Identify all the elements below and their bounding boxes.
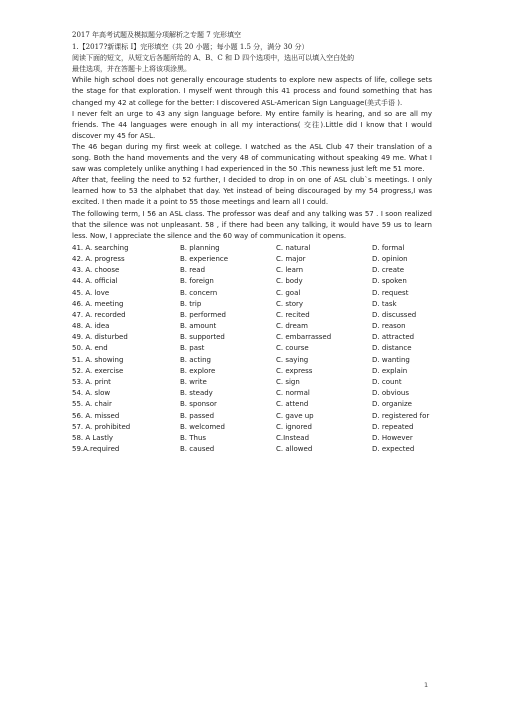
instruction-line-1: 阅读下面的短文，从短文后各题所给的 A、B、C 和 D 四个选项中，选出可以填入空白处的 <box>72 54 355 63</box>
option-b: B. explore <box>180 366 216 375</box>
option-c: C. sign <box>276 378 300 387</box>
option-b: B. past <box>180 344 205 353</box>
option-d: D. request <box>372 288 409 297</box>
option-row-57 <box>72 422 432 433</box>
option-b: B. welcomed <box>180 422 225 431</box>
option-d: D. opinion <box>372 254 408 263</box>
option-c: C.Instead <box>276 433 310 442</box>
option-d: D. However <box>372 433 413 442</box>
option-a: 54. A. slow <box>72 389 111 398</box>
option-a: 46. A. meeting <box>72 299 124 308</box>
option-a: 43. A. choose <box>72 266 120 275</box>
option-a: 56. A. missed <box>72 411 120 420</box>
option-d: D. explain <box>372 366 408 375</box>
option-c: C. goal <box>276 288 301 297</box>
option-d: D. count <box>372 378 402 387</box>
option-row-58 <box>72 433 432 444</box>
option-d: D. reason <box>372 322 406 331</box>
option-a: 57. A. prohibited <box>72 422 131 431</box>
option-d: D. spoken <box>372 277 407 286</box>
option-row-44 <box>72 276 432 287</box>
option-d: D. discussed <box>372 310 417 319</box>
option-a: 52. A. exercise <box>72 366 124 375</box>
option-a: 59.A.required <box>72 445 120 454</box>
option-row-55 <box>72 399 432 410</box>
option-b: B. sponsor <box>180 400 217 409</box>
option-c: C. recited <box>276 310 310 319</box>
document-content <box>72 30 432 455</box>
option-row-45 <box>72 288 432 299</box>
option-a: 41. A. searching <box>72 243 129 252</box>
option-row-41 <box>72 243 432 254</box>
option-b: B. amount <box>180 322 217 331</box>
option-row-46 <box>72 299 432 310</box>
option-row-52 <box>72 366 432 377</box>
option-b: B. foreign <box>180 277 214 286</box>
option-d: D. task <box>372 299 397 308</box>
option-row-48 <box>72 321 432 332</box>
option-a: 53. A. print <box>72 378 111 387</box>
option-b: B. Thus <box>180 433 207 442</box>
option-a: 44. A. official <box>72 277 118 286</box>
option-d: D. organize <box>372 400 412 409</box>
option-b: B. acting <box>180 355 211 364</box>
option-b: B. passed <box>180 411 215 420</box>
passage-paragraph-4: After that, feeling the need to 52 further, I decided to drop in on one of ASL club`s meetings. I only learned how to 53 the alphabet that day. Yet instead of being discouraged by my 54 progress,I was excited. I then made it a point to 55 those meetings and learn all I could. <box>72 176 432 207</box>
option-d: D. attracted <box>372 333 415 342</box>
option-c: C. story <box>276 299 304 308</box>
passage-paragraph-1: While high school does not generally encourage students to explore new aspects of life, college sets the stage for that exploration. I myself went through this 41 process and found something that has changed my 42 at college for the better: I discovered ASL-American Sign Language(美式手语 ). <box>72 76 432 107</box>
option-b: B. performed <box>180 310 226 319</box>
option-row-42 <box>72 254 432 265</box>
option-d: D. create <box>372 266 405 275</box>
option-d: D. repeated <box>372 422 414 431</box>
option-d: D. formal <box>372 243 405 252</box>
option-c: C. saying <box>276 355 309 364</box>
option-b: B. planning <box>180 243 220 252</box>
option-row-49 <box>72 332 432 343</box>
option-a: 49. A. disturbed <box>72 333 128 342</box>
option-c: C. natural <box>276 243 311 252</box>
option-b: B. read <box>180 266 206 275</box>
option-row-51 <box>72 355 432 366</box>
option-c: C. ignored <box>276 422 312 431</box>
option-row-56 <box>72 411 432 422</box>
option-row-43 <box>72 265 432 276</box>
passage-paragraph-2: I never felt an urge to 43 any sign language before. My entire family is hearing, and so are all my friends. The 44 languages were enough in all my interactions( 交往).Little did I know that I would discover my 45 for ASL. <box>72 109 432 140</box>
option-a: 48. A. idea <box>72 322 110 331</box>
option-c: C. express <box>276 366 313 375</box>
option-d: D. obvious <box>372 389 410 398</box>
option-c: C. normal <box>276 389 310 398</box>
option-c: C. learn <box>276 266 304 275</box>
option-c: C. body <box>276 277 303 286</box>
option-a: 42. A. progress <box>72 254 125 263</box>
option-row-50 <box>72 343 432 354</box>
option-c: C. embarrassed <box>276 333 332 342</box>
option-row-54 <box>72 388 432 399</box>
option-c: C. allowed <box>276 445 313 454</box>
option-c: C. gave up <box>276 411 314 420</box>
option-a: 55. A. chair <box>72 400 112 409</box>
option-row-59 <box>72 444 432 455</box>
option-a: 58. A Lastly <box>72 433 114 442</box>
option-b: B. caused <box>180 445 215 454</box>
option-a: 45. A. love <box>72 288 110 297</box>
option-b: B. trip <box>180 299 202 308</box>
option-c: C. dream <box>276 322 308 331</box>
option-c: C. attend <box>276 400 309 409</box>
option-row-53 <box>72 377 432 388</box>
passage-paragraph-3: The 46 began during my first week at college. I watched as the ASL Club 47 their translation of a song. Both the hand movements and the very 48 of communicating without speaking 49 me. What I saw was completely unlike anything I had experienced in the 50 .This newness just left me 51 more. <box>72 142 432 174</box>
option-row-47 <box>72 310 432 321</box>
option-b: B. supported <box>180 333 225 342</box>
instruction-line-2: 最佳选项，并在答题卡上将该项涂黑。 <box>72 65 191 74</box>
option-a: 50. A. end <box>72 344 108 353</box>
passage-paragraph-5: The following term, I 56 an ASL class. The professor was deaf and any talking was 57 . I soon realized that the silence was not unpleasant. 58 , if there had been any talking, it would have 59 us to learn less. Now, I appreciate the silence and the 60 way of communication it opens. <box>72 209 432 240</box>
option-d: D. wanting <box>372 355 410 364</box>
page-number: 1 <box>424 681 429 689</box>
option-d: D. registered for <box>372 411 430 420</box>
page-title: 2017 年高考试题及模拟题分项解析之专题 7 完形填空 <box>72 31 241 39</box>
option-a: 47. A. recorded <box>72 310 126 319</box>
option-a: 51. A. showing <box>72 355 124 364</box>
option-d: D. distance <box>372 344 412 353</box>
options-list <box>72 243 432 456</box>
option-c: C. course <box>276 344 309 353</box>
option-b: B. experience <box>180 254 229 263</box>
option-c: C. major <box>276 254 306 263</box>
option-b: B. concern <box>180 288 218 297</box>
section-heading: 1.【2017?新课标 Ⅰ】完形填空（共 20 小题；每小题 1.5 分，满分 30 分） <box>72 43 309 52</box>
option-d: D. expected <box>372 445 415 454</box>
option-b: B. steady <box>180 389 213 398</box>
option-b: B. write <box>180 378 207 387</box>
